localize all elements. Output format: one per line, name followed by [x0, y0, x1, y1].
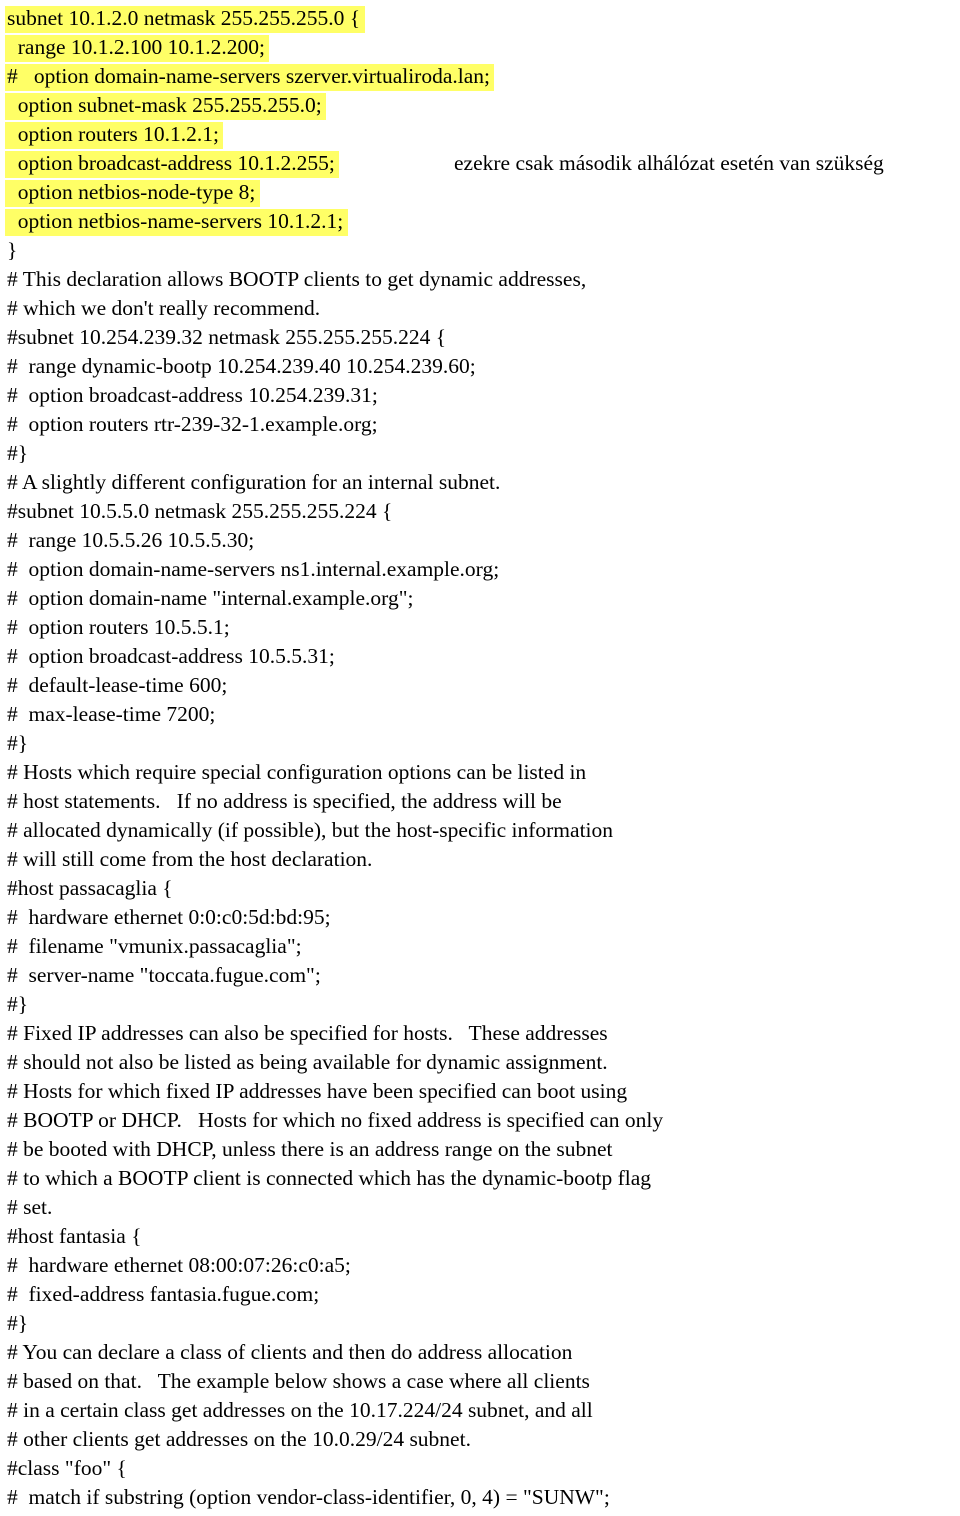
config-line-text: # max-lease-time 7200; [7, 702, 216, 726]
config-line-text: # should not also be listed as being available for dynamic assignment. [7, 1050, 608, 1074]
config-line-text: option broadcast-address 10.1.2.255; [7, 151, 335, 175]
config-line-text: #} [7, 992, 29, 1016]
config-line [0, 4, 960, 33]
config-line [0, 323, 960, 352]
config-line [0, 903, 960, 932]
config-line [0, 1106, 960, 1135]
config-line [0, 468, 960, 497]
config-line-text: option routers 10.1.2.1; [7, 122, 219, 146]
config-line-text: #} [7, 731, 29, 755]
config-line-text: # filename "vmunix.passacaglia"; [7, 934, 302, 958]
config-line-text: subnet 10.1.2.0 netmask 255.255.255.0 { [7, 6, 361, 30]
config-line-text: # You can declare a class of clients and then do address allocation [7, 1340, 573, 1364]
config-line [0, 1454, 960, 1483]
config-line-text: # which we don't really recommend. [7, 296, 321, 320]
config-line [0, 91, 960, 120]
config-line-text: #subnet 10.254.239.32 netmask 255.255.255.224 { [7, 325, 447, 349]
config-line [0, 845, 960, 874]
config-line-text: #subnet 10.5.5.0 netmask 255.255.255.224 { [7, 499, 393, 523]
config-line-text: # range 10.5.5.26 10.5.5.30; [7, 528, 255, 552]
config-line-text: } [7, 238, 18, 262]
config-line-text: option netbios-node-type 8; [7, 180, 256, 204]
config-line-text: range 10.1.2.100 10.1.2.200; [7, 35, 265, 59]
config-line-text: option subnet-mask 255.255.255.0; [7, 93, 322, 117]
config-line [0, 410, 960, 439]
config-line-text: # option broadcast-address 10.5.5.31; [7, 644, 335, 668]
config-line [0, 613, 960, 642]
config-line-text: # BOOTP or DHCP. Hosts for which no fixed address is specified can only [7, 1108, 664, 1132]
config-line-text: # be booted with DHCP, unless there is an address range on the subnet [7, 1137, 613, 1161]
config-line [0, 671, 960, 700]
config-line [0, 1338, 960, 1367]
config-line [0, 1309, 960, 1338]
config-line [0, 758, 960, 787]
config-line [0, 381, 960, 410]
config-line-text: # hardware ethernet 08:00:07:26:c0:a5; [7, 1253, 351, 1277]
config-line [0, 1367, 960, 1396]
config-line-text: # in a certain class get addresses on the 10.17.224/24 subnet, and all [7, 1398, 593, 1422]
config-line [0, 932, 960, 961]
config-line-text: # server-name "toccata.fugue.com"; [7, 963, 321, 987]
config-line [0, 265, 960, 294]
margin-note: ezekre csak második alhálózat esetén van szükség [454, 151, 884, 175]
config-line [0, 294, 960, 323]
config-line [0, 1251, 960, 1280]
config-line [0, 1425, 960, 1454]
config-line [0, 1048, 960, 1077]
config-line-text: # based on that. The example below shows a case where all clients [7, 1369, 590, 1393]
config-line-text: # hardware ethernet 0:0:c0:5d:bd:95; [7, 905, 331, 929]
config-line [0, 236, 960, 265]
config-line [0, 990, 960, 1019]
config-line [0, 816, 960, 845]
config-line-text: # This declaration allows BOOTP clients to get dynamic addresses, [7, 267, 587, 291]
config-document [0, 4, 960, 1512]
config-line [0, 642, 960, 671]
config-line [0, 1077, 960, 1106]
config-line [0, 700, 960, 729]
config-line-text: #} [7, 441, 29, 465]
config-line [0, 1193, 960, 1222]
config-line [0, 729, 960, 758]
config-line [0, 149, 960, 178]
config-line [0, 439, 960, 468]
config-line-text: # range dynamic-bootp 10.254.239.40 10.254.239.60; [7, 354, 476, 378]
config-line-text: # Fixed IP addresses can also be specified for hosts. These addresses [7, 1021, 608, 1045]
config-line [0, 555, 960, 584]
config-line-text: # will still come from the host declaration. [7, 847, 373, 871]
config-line-text: # Hosts for which fixed IP addresses have been specified can boot using [7, 1079, 628, 1103]
config-line-text: #host passacaglia { [7, 876, 173, 900]
config-line [0, 1483, 960, 1512]
config-line-text: # match if substring (option vendor-class-identifier, 0, 4) = "SUNW"; [7, 1485, 610, 1509]
config-line [0, 1019, 960, 1048]
config-line-text: # option broadcast-address 10.254.239.31; [7, 383, 378, 407]
config-line [0, 207, 960, 236]
config-line-text: # A slightly different configuration for an internal subnet. [7, 470, 501, 494]
config-line-text: # fixed-address fantasia.fugue.com; [7, 1282, 320, 1306]
config-line-text: # option domain-name "internal.example.org"; [7, 586, 414, 610]
config-line-text: # option routers rtr-239-32-1.example.org; [7, 412, 378, 436]
config-line-text: option netbios-name-servers 10.1.2.1; [7, 209, 344, 233]
config-line-text: # allocated dynamically (if possible), but the host-specific information [7, 818, 614, 842]
config-line [0, 526, 960, 555]
config-line-text: # other clients get addresses on the 10.0.29/24 subnet. [7, 1427, 471, 1451]
config-line [0, 1396, 960, 1425]
config-line-text: #class "foo" { [7, 1456, 127, 1480]
config-line [0, 62, 960, 91]
config-line [0, 1135, 960, 1164]
config-line [0, 178, 960, 207]
config-line [0, 787, 960, 816]
config-line [0, 1164, 960, 1193]
config-line [0, 1280, 960, 1309]
config-line [0, 120, 960, 149]
config-line [0, 497, 960, 526]
config-line-text: #} [7, 1311, 29, 1335]
config-line-text: # default-lease-time 600; [7, 673, 228, 697]
config-line-text: # set. [7, 1195, 53, 1219]
config-line [0, 1222, 960, 1251]
config-line-text: # option routers 10.5.5.1; [7, 615, 230, 639]
config-line-text: # Hosts which require special configuration options can be listed in [7, 760, 587, 784]
config-line-text: # host statements. If no address is specified, the address will be [7, 789, 562, 813]
config-line-text: # to which a BOOTP client is connected which has the dynamic-bootp flag [7, 1166, 652, 1190]
config-line-text: # option domain-name-servers ns1.internal.example.org; [7, 557, 500, 581]
config-line [0, 352, 960, 381]
config-line [0, 584, 960, 613]
config-line [0, 874, 960, 903]
config-line-text: # option domain-name-servers szerver.virtualiroda.lan; [7, 64, 490, 88]
config-line [0, 961, 960, 990]
config-line [0, 33, 960, 62]
config-line-text: #host fantasia { [7, 1224, 142, 1248]
